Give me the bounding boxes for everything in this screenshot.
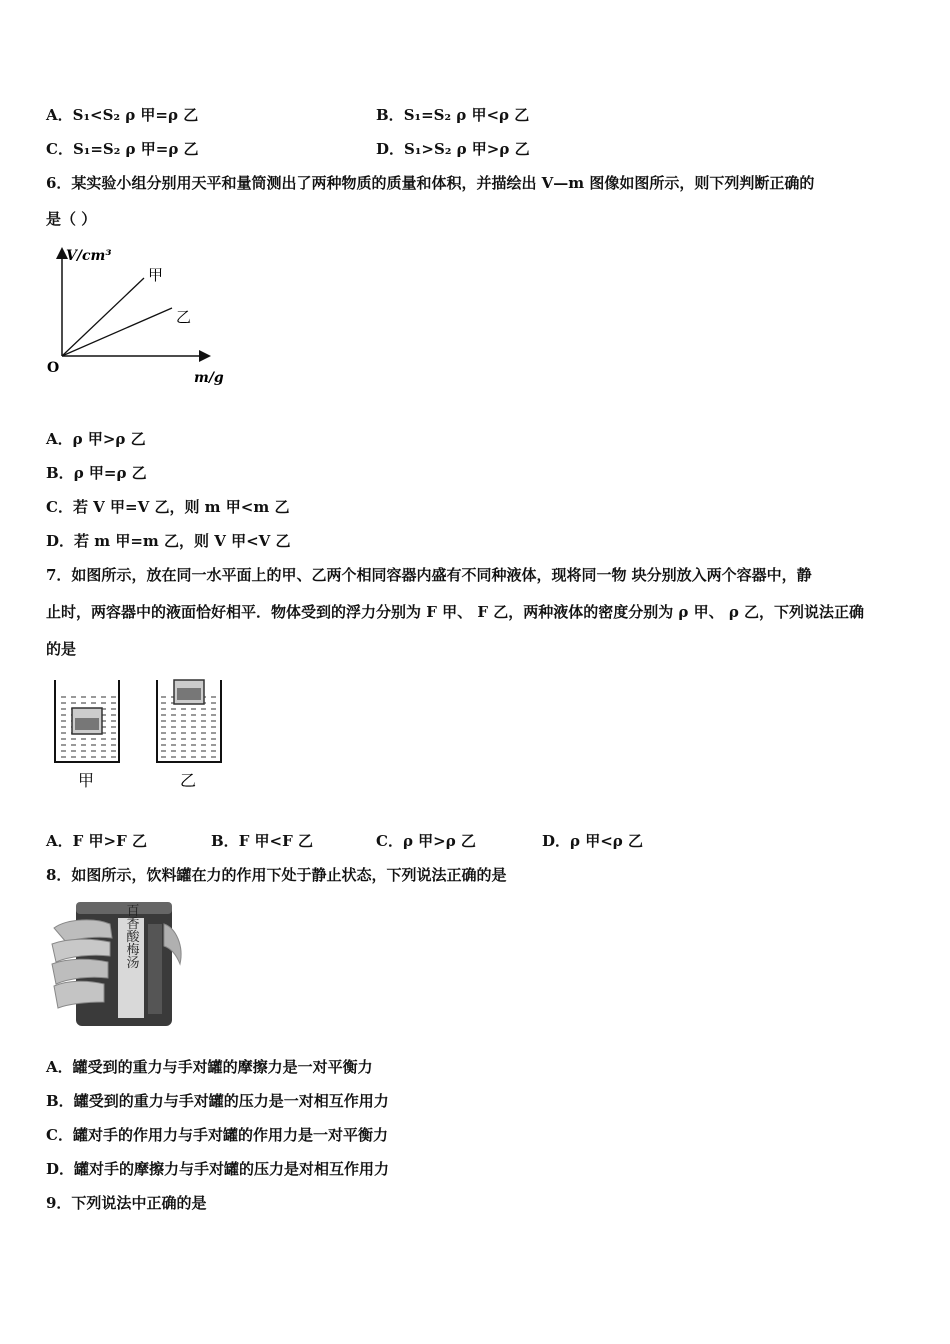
q5-option-d[interactable]: D．S₁>S₂ ρ 甲>ρ 乙	[376, 140, 530, 158]
q6-option-c[interactable]: C．若 V 甲=V 乙，则 m 甲<m 乙	[46, 498, 290, 516]
x-axis-label: m/g	[194, 370, 224, 386]
q7-option-d[interactable]: D．ρ 甲<ρ 乙	[542, 832, 643, 850]
q8-stem: 8．如图所示，饮料罐在力的作用下处于静止状态，下列说法正确的是	[46, 866, 507, 884]
q8-option-a[interactable]: A．罐受到的重力与手对罐的摩擦力是一对平衡力	[46, 1058, 373, 1076]
q7-option-a[interactable]: A．F 甲>F 乙	[46, 832, 147, 850]
q8-can-photo	[48, 894, 186, 1030]
q5-option-a[interactable]: A．S₁<S₂ ρ 甲=ρ 乙	[46, 106, 199, 124]
container-yi-label: 乙	[180, 771, 197, 790]
q5-option-c[interactable]: C．S₁=S₂ ρ 甲=ρ 乙	[46, 140, 199, 158]
q8-option-b[interactable]: B．罐受到的重力与手对罐的压力是一对相互作用力	[46, 1092, 389, 1110]
q7-containers-figure	[50, 676, 230, 796]
q9-stem: 9．下列说法中正确的是	[46, 1194, 207, 1212]
block-jia-shade	[75, 718, 99, 730]
line-jia-label: 甲	[148, 266, 164, 284]
line-yi-label: 乙	[176, 308, 192, 326]
q5-option-b[interactable]: B．S₁=S₂ ρ 甲<ρ 乙	[376, 106, 530, 124]
container-yi	[157, 680, 221, 762]
q7-stem-line1: 7．如图所示，放在同一水平面上的甲、乙两个相同容器内盛有不同种液体，现将同一物 块分别放入两个容器中，静	[46, 566, 812, 584]
q6-option-b[interactable]: B．ρ 甲=ρ 乙	[46, 464, 147, 482]
q7-stem-line2: 止时，两容器中的液面恰好相平．物体受到的浮力分别为 F 甲、 F 乙，两种液体的密度分别为 ρ 甲、 ρ 乙，下列说法正确	[46, 603, 865, 621]
container-jia	[55, 680, 119, 762]
q7-option-b[interactable]: B．F 甲<F 乙	[211, 832, 313, 850]
block-yi-shade	[177, 688, 201, 700]
origin-label: O	[47, 360, 60, 376]
container-jia-label: 甲	[78, 771, 95, 790]
q6-option-a[interactable]: A．ρ 甲>ρ 乙	[46, 430, 146, 448]
q8-option-d[interactable]: D．罐对手的摩擦力与手对罐的压力是对相互作用力	[46, 1160, 390, 1178]
can-label-text: 百香酸梅汤	[123, 903, 139, 969]
line-jia	[62, 278, 144, 356]
q8-option-c[interactable]: C．罐对手的作用力与手对罐的作用力是一对平衡力	[46, 1126, 388, 1144]
q6-stem-line2: 是（ ）	[46, 210, 97, 228]
q7-option-c[interactable]: C．ρ 甲>ρ 乙	[376, 832, 476, 850]
q6-option-d[interactable]: D．若 m 甲=m 乙，则 V 甲<V 乙	[46, 532, 291, 550]
y-axis-label: V/cm³	[66, 248, 112, 264]
q7-stem-line3: 的是	[46, 640, 77, 658]
q6-vm-graph	[44, 240, 234, 390]
q6-stem-line1: 6．某实验小组分别用天平和量筒测出了两种物质的质量和体积，并描绘出 V—m 图像如图所示，则下列判断正确的	[46, 174, 815, 192]
line-yi	[62, 308, 172, 356]
